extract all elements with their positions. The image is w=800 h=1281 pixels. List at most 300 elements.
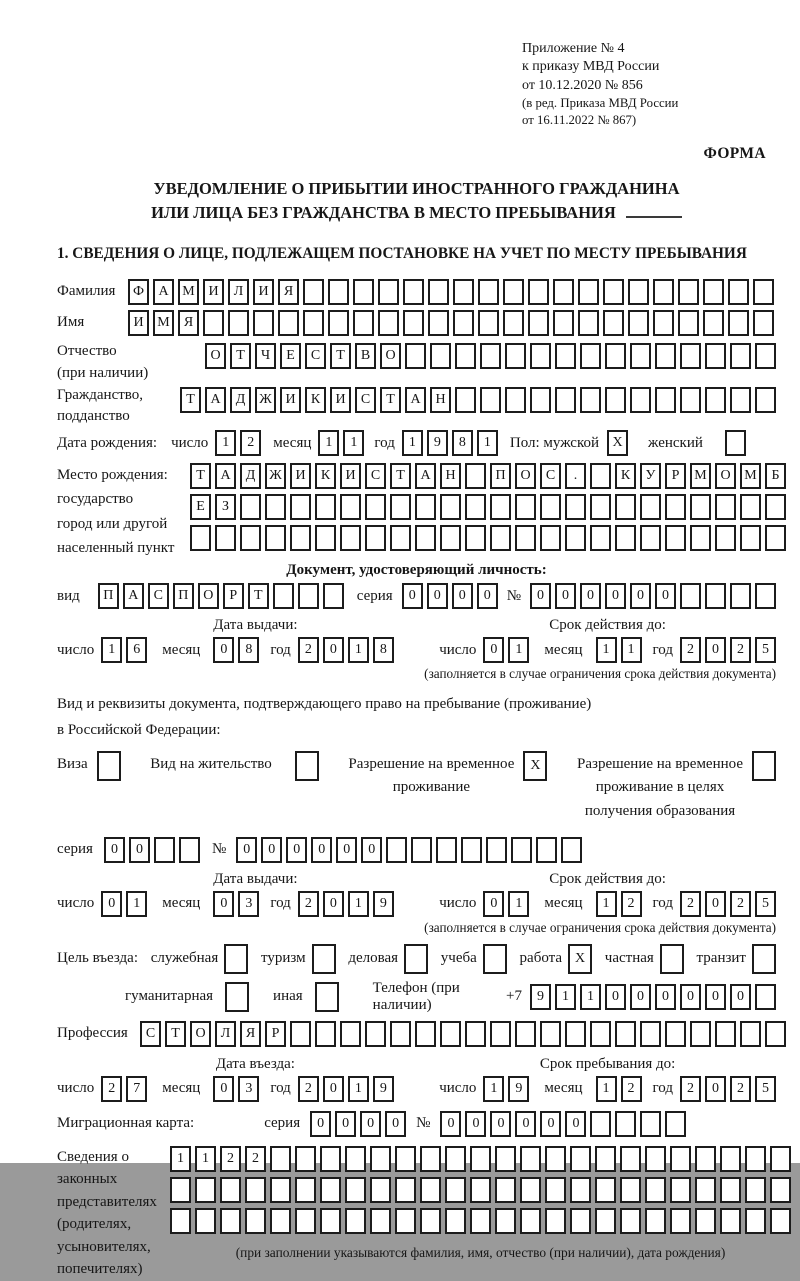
char-box[interactable] <box>545 1208 566 1234</box>
char-box[interactable]: О <box>198 583 219 609</box>
char-box[interactable]: Я <box>178 310 199 336</box>
char-box[interactable] <box>590 525 611 551</box>
char-box[interactable]: 1 <box>596 891 617 917</box>
char-box[interactable]: Б <box>765 463 786 489</box>
char-box[interactable]: 0 <box>213 637 234 663</box>
char-box[interactable] <box>440 525 461 551</box>
char-box[interactable] <box>515 1021 536 1047</box>
char-box[interactable] <box>570 1208 591 1234</box>
char-box[interactable] <box>436 837 457 863</box>
char-box[interactable] <box>540 525 561 551</box>
char-box[interactable] <box>653 279 674 305</box>
char-box[interactable] <box>453 310 474 336</box>
char-box[interactable]: 0 <box>490 1111 511 1137</box>
char-box[interactable] <box>179 837 200 863</box>
char-box[interactable]: 0 <box>530 583 551 609</box>
char-box[interactable] <box>645 1146 666 1172</box>
char-box[interactable] <box>561 837 582 863</box>
residence-permit-checkbox[interactable] <box>295 751 319 781</box>
char-box[interactable] <box>303 279 324 305</box>
char-box[interactable]: 0 <box>655 984 676 1010</box>
char-box[interactable] <box>555 387 576 413</box>
char-box[interactable] <box>615 1021 636 1047</box>
char-box[interactable] <box>620 1208 641 1234</box>
char-box[interactable] <box>403 310 424 336</box>
char-box[interactable] <box>640 1111 661 1137</box>
char-box[interactable] <box>580 343 601 369</box>
char-box[interactable]: 0 <box>385 1111 406 1137</box>
char-box[interactable] <box>320 1208 341 1234</box>
char-box[interactable]: 0 <box>605 583 626 609</box>
char-box[interactable] <box>590 1021 611 1047</box>
char-box[interactable] <box>730 387 751 413</box>
char-box[interactable]: 0 <box>402 583 423 609</box>
char-box[interactable] <box>240 494 261 520</box>
char-box[interactable] <box>290 494 311 520</box>
char-box[interactable] <box>678 279 699 305</box>
char-box[interactable]: А <box>153 279 174 305</box>
char-box[interactable] <box>386 837 407 863</box>
char-box[interactable] <box>755 984 776 1010</box>
char-box[interactable] <box>315 1021 336 1047</box>
char-box[interactable] <box>345 1177 366 1203</box>
char-box[interactable]: 0 <box>104 837 125 863</box>
char-box[interactable] <box>270 1208 291 1234</box>
char-box[interactable]: 0 <box>286 837 307 863</box>
char-box[interactable] <box>603 310 624 336</box>
char-box[interactable]: 2 <box>621 1076 642 1102</box>
char-box[interactable]: 5 <box>755 637 776 663</box>
char-box[interactable] <box>720 1177 741 1203</box>
char-box[interactable] <box>653 310 674 336</box>
char-box[interactable] <box>480 387 501 413</box>
char-box[interactable] <box>770 1146 791 1172</box>
char-box[interactable]: . <box>565 463 586 489</box>
char-box[interactable] <box>265 525 286 551</box>
char-box[interactable] <box>370 1208 391 1234</box>
char-box[interactable]: К <box>615 463 636 489</box>
char-box[interactable]: 1 <box>348 891 369 917</box>
char-box[interactable] <box>395 1208 416 1234</box>
char-box[interactable]: 0 <box>361 837 382 863</box>
char-box[interactable]: 1 <box>508 891 529 917</box>
char-box[interactable]: 2 <box>730 637 751 663</box>
char-box[interactable] <box>565 1021 586 1047</box>
char-box[interactable]: Т <box>190 463 211 489</box>
char-box[interactable] <box>353 279 374 305</box>
char-box[interactable] <box>253 310 274 336</box>
char-box[interactable]: Т <box>248 583 269 609</box>
char-box[interactable] <box>345 1208 366 1234</box>
char-box[interactable]: 0 <box>705 1076 726 1102</box>
char-box[interactable]: 2 <box>220 1146 241 1172</box>
char-box[interactable] <box>190 525 211 551</box>
char-box[interactable]: 0 <box>477 583 498 609</box>
char-box[interactable] <box>495 1177 516 1203</box>
char-box[interactable] <box>195 1177 216 1203</box>
char-box[interactable]: 0 <box>335 1111 356 1137</box>
char-box[interactable] <box>720 1146 741 1172</box>
char-box[interactable]: 8 <box>238 637 259 663</box>
char-box[interactable] <box>453 279 474 305</box>
char-box[interactable] <box>365 1021 386 1047</box>
char-box[interactable] <box>511 837 532 863</box>
char-box[interactable]: О <box>205 343 226 369</box>
char-box[interactable]: 9 <box>427 430 448 456</box>
char-box[interactable] <box>428 310 449 336</box>
char-box[interactable] <box>390 1021 411 1047</box>
char-box[interactable] <box>640 494 661 520</box>
char-box[interactable] <box>755 583 776 609</box>
char-box[interactable] <box>465 525 486 551</box>
char-box[interactable] <box>323 583 344 609</box>
purpose-transit-checkbox[interactable] <box>752 944 776 974</box>
char-box[interactable]: А <box>405 387 426 413</box>
char-box[interactable]: 8 <box>452 430 473 456</box>
char-box[interactable]: 1 <box>477 430 498 456</box>
char-box[interactable] <box>765 525 786 551</box>
char-box[interactable] <box>640 525 661 551</box>
char-box[interactable]: 0 <box>336 837 357 863</box>
char-box[interactable]: 0 <box>465 1111 486 1137</box>
char-box[interactable] <box>365 525 386 551</box>
char-box[interactable]: 1 <box>348 1076 369 1102</box>
char-box[interactable] <box>530 343 551 369</box>
char-box[interactable] <box>228 310 249 336</box>
char-box[interactable] <box>730 583 751 609</box>
char-box[interactable] <box>630 387 651 413</box>
char-box[interactable] <box>420 1208 441 1234</box>
char-box[interactable]: 0 <box>630 583 651 609</box>
char-box[interactable] <box>615 1111 636 1137</box>
char-box[interactable]: 2 <box>680 891 701 917</box>
char-box[interactable] <box>445 1208 466 1234</box>
char-box[interactable] <box>670 1208 691 1234</box>
char-box[interactable]: Т <box>380 387 401 413</box>
char-box[interactable] <box>290 1021 311 1047</box>
char-box[interactable]: Л <box>215 1021 236 1047</box>
char-box[interactable] <box>478 310 499 336</box>
char-box[interactable]: 8 <box>373 637 394 663</box>
char-box[interactable]: 1 <box>170 1146 191 1172</box>
char-box[interactable] <box>690 494 711 520</box>
char-box[interactable] <box>270 1177 291 1203</box>
char-box[interactable] <box>565 525 586 551</box>
char-box[interactable]: С <box>365 463 386 489</box>
char-box[interactable]: 1 <box>215 430 236 456</box>
char-box[interactable] <box>495 1208 516 1234</box>
char-box[interactable]: С <box>355 387 376 413</box>
char-box[interactable]: 1 <box>596 1076 617 1102</box>
char-box[interactable] <box>240 525 261 551</box>
char-box[interactable] <box>445 1146 466 1172</box>
char-box[interactable] <box>595 1146 616 1172</box>
char-box[interactable] <box>303 310 324 336</box>
char-box[interactable] <box>490 494 511 520</box>
char-box[interactable]: Т <box>330 343 351 369</box>
char-box[interactable] <box>515 494 536 520</box>
char-box[interactable] <box>415 494 436 520</box>
char-box[interactable]: Е <box>190 494 211 520</box>
char-box[interactable]: 1 <box>126 891 147 917</box>
char-box[interactable]: 0 <box>310 1111 331 1137</box>
visa-checkbox[interactable] <box>97 751 121 781</box>
char-box[interactable] <box>440 1021 461 1047</box>
char-box[interactable] <box>553 279 574 305</box>
char-box[interactable] <box>690 1021 711 1047</box>
char-box[interactable] <box>520 1177 541 1203</box>
char-box[interactable]: Р <box>265 1021 286 1047</box>
char-box[interactable]: 0 <box>680 984 701 1010</box>
char-box[interactable]: 0 <box>323 1076 344 1102</box>
char-box[interactable]: 2 <box>298 1076 319 1102</box>
char-box[interactable] <box>705 343 726 369</box>
char-box[interactable]: 1 <box>596 637 617 663</box>
char-box[interactable]: 0 <box>452 583 473 609</box>
char-box[interactable]: А <box>123 583 144 609</box>
char-box[interactable] <box>395 1177 416 1203</box>
char-box[interactable] <box>273 583 294 609</box>
char-box[interactable]: 0 <box>236 837 257 863</box>
char-box[interactable]: И <box>253 279 274 305</box>
char-box[interactable] <box>390 525 411 551</box>
char-box[interactable] <box>278 310 299 336</box>
char-box[interactable]: Р <box>665 463 686 489</box>
char-box[interactable]: 2 <box>730 891 751 917</box>
char-box[interactable] <box>715 525 736 551</box>
char-box[interactable]: И <box>128 310 149 336</box>
char-box[interactable] <box>378 279 399 305</box>
char-box[interactable]: А <box>415 463 436 489</box>
char-box[interactable]: С <box>305 343 326 369</box>
char-box[interactable]: 2 <box>680 637 701 663</box>
copy-number-blank[interactable] <box>626 203 682 218</box>
char-box[interactable] <box>195 1208 216 1234</box>
char-box[interactable] <box>765 1021 786 1047</box>
purpose-other-checkbox[interactable] <box>315 982 339 1012</box>
char-box[interactable] <box>670 1146 691 1172</box>
char-box[interactable]: 1 <box>343 430 364 456</box>
char-box[interactable]: 0 <box>261 837 282 863</box>
char-box[interactable] <box>578 279 599 305</box>
purpose-private-checkbox[interactable] <box>660 944 684 974</box>
char-box[interactable]: 2 <box>730 1076 751 1102</box>
sex-male-checkbox[interactable]: X <box>607 430 628 456</box>
char-box[interactable] <box>154 837 175 863</box>
char-box[interactable] <box>605 387 626 413</box>
char-box[interactable]: 0 <box>540 1111 561 1137</box>
char-box[interactable]: Я <box>278 279 299 305</box>
char-box[interactable] <box>295 1208 316 1234</box>
char-box[interactable]: 1 <box>348 637 369 663</box>
char-box[interactable] <box>536 837 557 863</box>
char-box[interactable] <box>370 1146 391 1172</box>
char-box[interactable] <box>770 1177 791 1203</box>
char-box[interactable]: Т <box>230 343 251 369</box>
char-box[interactable]: 0 <box>655 583 676 609</box>
char-box[interactable]: 2 <box>245 1146 266 1172</box>
char-box[interactable] <box>665 1111 686 1137</box>
char-box[interactable]: 0 <box>311 837 332 863</box>
char-box[interactable]: М <box>178 279 199 305</box>
char-box[interactable]: 1 <box>508 637 529 663</box>
char-box[interactable]: 0 <box>360 1111 381 1137</box>
char-box[interactable] <box>353 310 374 336</box>
char-box[interactable] <box>753 279 774 305</box>
char-box[interactable]: 2 <box>621 891 642 917</box>
temp-permit-checkbox[interactable]: X <box>523 751 547 781</box>
char-box[interactable] <box>703 310 724 336</box>
char-box[interactable] <box>486 837 507 863</box>
char-box[interactable]: 7 <box>126 1076 147 1102</box>
char-box[interactable]: 2 <box>240 430 261 456</box>
char-box[interactable] <box>540 1021 561 1047</box>
char-box[interactable] <box>470 1146 491 1172</box>
char-box[interactable]: К <box>305 387 326 413</box>
char-box[interactable] <box>745 1177 766 1203</box>
char-box[interactable] <box>590 494 611 520</box>
char-box[interactable] <box>390 494 411 520</box>
char-box[interactable]: З <box>215 494 236 520</box>
char-box[interactable]: 0 <box>565 1111 586 1137</box>
char-box[interactable] <box>328 310 349 336</box>
char-box[interactable] <box>578 310 599 336</box>
char-box[interactable]: 0 <box>705 984 726 1010</box>
char-box[interactable] <box>740 525 761 551</box>
char-box[interactable]: Л <box>228 279 249 305</box>
char-box[interactable] <box>730 343 751 369</box>
char-box[interactable] <box>470 1208 491 1234</box>
char-box[interactable] <box>245 1177 266 1203</box>
char-box[interactable]: С <box>540 463 561 489</box>
char-box[interactable] <box>315 494 336 520</box>
char-box[interactable] <box>755 387 776 413</box>
char-box[interactable] <box>740 1021 761 1047</box>
char-box[interactable] <box>415 525 436 551</box>
char-box[interactable] <box>405 343 426 369</box>
char-box[interactable]: 0 <box>483 891 504 917</box>
char-box[interactable]: Н <box>430 387 451 413</box>
char-box[interactable]: 9 <box>508 1076 529 1102</box>
char-box[interactable] <box>170 1208 191 1234</box>
char-box[interactable]: 0 <box>427 583 448 609</box>
char-box[interactable]: 1 <box>621 637 642 663</box>
purpose-study-checkbox[interactable] <box>483 944 507 974</box>
char-box[interactable] <box>505 387 526 413</box>
char-box[interactable]: 5 <box>755 1076 776 1102</box>
char-box[interactable] <box>628 310 649 336</box>
purpose-tourism-checkbox[interactable] <box>312 944 336 974</box>
char-box[interactable] <box>465 1021 486 1047</box>
purpose-commercial-checkbox[interactable] <box>404 944 428 974</box>
char-box[interactable] <box>620 1146 641 1172</box>
char-box[interactable]: О <box>190 1021 211 1047</box>
char-box[interactable] <box>545 1146 566 1172</box>
char-box[interactable]: 5 <box>755 891 776 917</box>
purpose-work-checkbox[interactable]: X <box>568 944 592 974</box>
char-box[interactable] <box>690 525 711 551</box>
char-box[interactable] <box>415 1021 436 1047</box>
char-box[interactable]: Т <box>165 1021 186 1047</box>
char-box[interactable] <box>320 1146 341 1172</box>
char-box[interactable]: Д <box>240 463 261 489</box>
char-box[interactable]: 0 <box>101 891 122 917</box>
char-box[interactable]: И <box>340 463 361 489</box>
char-box[interactable]: 0 <box>705 891 726 917</box>
char-box[interactable] <box>270 1146 291 1172</box>
char-box[interactable]: 0 <box>213 891 234 917</box>
char-box[interactable] <box>728 279 749 305</box>
char-box[interactable] <box>645 1177 666 1203</box>
char-box[interactable] <box>728 310 749 336</box>
char-box[interactable]: 1 <box>402 430 423 456</box>
char-box[interactable] <box>595 1177 616 1203</box>
char-box[interactable] <box>290 525 311 551</box>
char-box[interactable]: 0 <box>483 637 504 663</box>
char-box[interactable] <box>670 1177 691 1203</box>
char-box[interactable] <box>705 387 726 413</box>
char-box[interactable]: У <box>640 463 661 489</box>
char-box[interactable]: 9 <box>530 984 551 1010</box>
char-box[interactable] <box>745 1208 766 1234</box>
char-box[interactable]: М <box>690 463 711 489</box>
char-box[interactable]: 0 <box>630 984 651 1010</box>
char-box[interactable] <box>665 525 686 551</box>
char-box[interactable]: П <box>490 463 511 489</box>
char-box[interactable] <box>495 1146 516 1172</box>
edu-permit-checkbox[interactable] <box>752 751 776 781</box>
char-box[interactable]: И <box>280 387 301 413</box>
char-box[interactable]: А <box>205 387 226 413</box>
char-box[interactable]: И <box>203 279 224 305</box>
char-box[interactable]: Ф <box>128 279 149 305</box>
char-box[interactable] <box>540 494 561 520</box>
char-box[interactable]: 1 <box>195 1146 216 1172</box>
char-box[interactable]: 6 <box>126 637 147 663</box>
char-box[interactable] <box>605 343 626 369</box>
char-box[interactable] <box>345 1146 366 1172</box>
char-box[interactable] <box>298 583 319 609</box>
char-box[interactable] <box>665 494 686 520</box>
char-box[interactable]: П <box>173 583 194 609</box>
char-box[interactable] <box>695 1146 716 1172</box>
char-box[interactable] <box>520 1208 541 1234</box>
char-box[interactable] <box>555 343 576 369</box>
char-box[interactable]: 1 <box>555 984 576 1010</box>
char-box[interactable]: К <box>315 463 336 489</box>
char-box[interactable]: В <box>355 343 376 369</box>
char-box[interactable] <box>680 583 701 609</box>
char-box[interactable]: 0 <box>555 583 576 609</box>
char-box[interactable] <box>215 525 236 551</box>
char-box[interactable] <box>640 1021 661 1047</box>
char-box[interactable] <box>503 279 524 305</box>
char-box[interactable]: 0 <box>730 984 751 1010</box>
char-box[interactable]: А <box>215 463 236 489</box>
char-box[interactable]: Т <box>390 463 411 489</box>
purpose-humanitarian-checkbox[interactable] <box>225 982 249 1012</box>
char-box[interactable] <box>411 837 432 863</box>
char-box[interactable] <box>590 1111 611 1137</box>
char-box[interactable]: С <box>148 583 169 609</box>
char-box[interactable] <box>570 1177 591 1203</box>
char-box[interactable]: 0 <box>440 1111 461 1137</box>
char-box[interactable] <box>420 1177 441 1203</box>
char-box[interactable] <box>678 310 699 336</box>
char-box[interactable] <box>570 1146 591 1172</box>
char-box[interactable]: 9 <box>373 1076 394 1102</box>
char-box[interactable] <box>505 343 526 369</box>
